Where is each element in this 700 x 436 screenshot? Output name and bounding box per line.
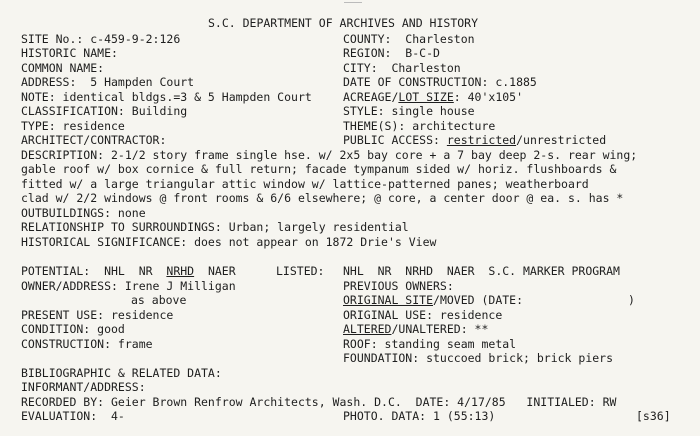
potential-naer: NAER: [194, 264, 236, 278]
document-title: S.C. DEPARTMENT OF ARCHIVES AND HISTORY: [208, 16, 479, 30]
potential: [21, 265, 236, 278]
note: NOTE: identical bldgs.=3 & 5 Hampden Court: [21, 90, 312, 104]
photo-data: PHOTO. DATA: 1 (55:13): [343, 409, 496, 423]
reference-code: [s36]: [636, 409, 671, 423]
potential-nrhd: NRHD: [166, 264, 195, 278]
owner-address-line-2: as above: [131, 293, 187, 307]
architect-contractor: ARCHITECT/CONTRACTOR:: [21, 133, 167, 147]
public-access: [343, 134, 606, 147]
scan-mark: [344, 2, 362, 3]
acreage-label: ACREAGE/: [343, 90, 399, 104]
classification: CLASSIFICATION: Building: [21, 104, 188, 118]
description-line-1: DESCRIPTION: 2-1/2 story frame single hse. w/ 2x5 bay core + a 7 bay deep 2-s. rear wing;: [21, 148, 638, 162]
outbuildings: OUTBUILDINGS: none: [21, 206, 146, 220]
historical-significance: HISTORICAL SIGNIFICANCE: does not appear on 1872 Drie's View: [21, 235, 437, 249]
original-site-moved: [343, 294, 523, 307]
construction: CONSTRUCTION: frame: [21, 337, 153, 351]
type: TYPE: residence: [21, 119, 125, 133]
description-line-3: fitted w/ a large triangular attic window w/ lattice-patterned panes; weatherboard: [21, 177, 589, 191]
potential-label: POTENTIAL: NHL NR: [21, 264, 167, 278]
lot-size-label: LOT SIZE: [398, 90, 454, 104]
relationship-to-surroundings: RELATIONSHIP TO SURROUNDINGS: Urban; largely residential: [21, 220, 409, 234]
county: COUNTY: Charleston: [343, 32, 475, 46]
style: STYLE: single house: [343, 104, 475, 118]
listed-label: LISTED:: [276, 264, 325, 278]
public-access-restricted: restricted: [446, 133, 517, 147]
altered-unaltered: [343, 323, 488, 336]
original-site-label: ORIGINAL SITE: [343, 293, 434, 307]
informant-address: INFORMANT/ADDRESS:: [21, 380, 146, 394]
public-access-unrestricted: /unrestricted: [516, 133, 607, 147]
lot-size-value: : 40'x105': [453, 90, 524, 104]
altered-label: ALTERED: [343, 322, 392, 336]
foundation: FOUNDATION: stuccoed brick; brick piers: [343, 351, 614, 365]
public-access-label: PUBLIC ACCESS:: [343, 133, 447, 147]
themes: THEME(S): architecture: [343, 119, 496, 133]
site-number: SITE No.: c-459-9-2:126: [21, 32, 181, 46]
moved-date-label: /MOVED (DATE:: [433, 293, 524, 307]
roof: ROOF: standing seam metal: [343, 337, 517, 351]
recorded-by: RECORDED BY: Geier Brown Renfrow Architects, Wash. D.C. DATE: 4/17/85 INITIALED: RW: [21, 395, 617, 409]
evaluation: EVALUATION: 4-: [21, 409, 125, 423]
bibliographic-data: BIBLIOGRAPHIC & RELATED DATA:: [21, 366, 222, 380]
acreage-lot-size: [343, 91, 523, 104]
condition: CONDITION: good: [21, 322, 125, 336]
original-use: ORIGINAL USE: residence: [343, 308, 503, 322]
address: ADDRESS: 5 Hampden Court: [21, 75, 195, 89]
listed-options: NHL NR NRHD NAER S.C. MARKER PROGRAM: [343, 264, 620, 278]
description-line-2: gable roof w/ box cornice & full return; facade tympanum sided w/ horiz. flushboards &: [21, 162, 617, 176]
owner-address: OWNER/ADDRESS: Irene J Milligan: [21, 279, 236, 293]
common-name: COMMON NAME:: [21, 61, 105, 75]
unaltered-label: /UNALTERED: **: [391, 322, 489, 336]
present-use: PRESENT USE: residence: [21, 308, 174, 322]
historic-name: HISTORIC NAME:: [21, 46, 118, 60]
date-of-construction: DATE OF CONSTRUCTION: c.1885: [343, 75, 537, 89]
region: REGION: B-C-D: [343, 46, 440, 60]
previous-owners: PREVIOUS OWNERS:: [343, 279, 454, 293]
moved-date-close: ): [628, 293, 635, 307]
description-line-4: clad w/ 2/2 windows @ front rooms & 6/6 elsewhere; @ core, a center door @ ea. s. has *: [21, 191, 624, 205]
city: CITY: Charleston: [343, 61, 461, 75]
